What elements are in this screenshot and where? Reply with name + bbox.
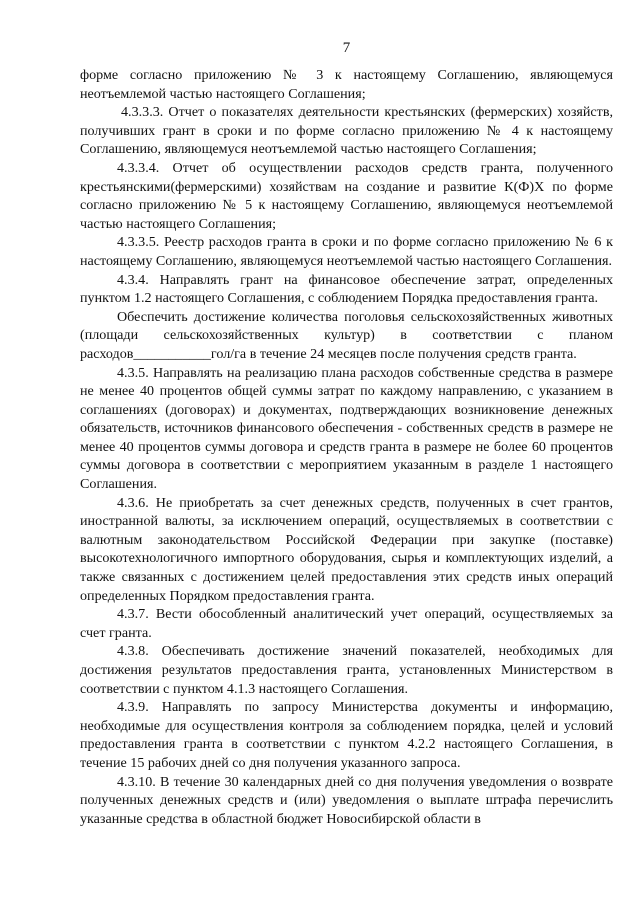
paragraph-4-3-5: 4.3.5. Направлять на реализацию плана расходов собственные средства в размере не менее 40 процентов общей суммы затрат по каждому направлению, с указанием в соглашениях (договорах) и документах, подтверждающих возникновение денежных обязательств, источников финансового обеспечения - собственных средств в размере не менее 40 процентов суммы договора и средств гранта в размере не более 60 процентов суммы договора в соответствии с мероприятием указанным в разделе 1 настоящего Соглашения. xyxy=(80,364,613,493)
paragraph-4-3-4: 4.3.4. Направлять грант на финансовое обеспечение затрат, определенных пунктом 1.2 настоящего Соглашения, с соблюдением Порядка предоставления гранта. xyxy=(80,271,613,307)
page-number: 7 xyxy=(342,40,351,56)
paragraph-4-3-7: 4.3.7. Вести обособленный аналитический учет операций, осуществляемых за счет гранта. xyxy=(80,606,613,641)
paragraph-4-3-3-5: 4.3.3.5. Реестр расходов гранта в сроки и по форме согласно приложению № 6 к настоящему Соглашению, являющемуся неотъемлемой частью настоящего Соглашения. xyxy=(80,234,613,269)
paragraph-4-3-3-4: 4.3.3.4. Отчет об осуществлении расходов средств гранта, полученного крестьянскими(фермерскими) хозяйствам на создание и развитие К(Ф)Х по форме согласно приложению № 5 к настоящему Соглашению, являющемуся неотъемлемой частью настоящего Соглашения; xyxy=(80,159,613,232)
paragraph-4-3-3-3: 4.3.3.3. Отчет о показателях деятельности крестьянских (фермерских) хозяйств, получивших грант в сроки и по форме согласно приложению № 4 к настоящему Соглашению, являющемуся неотъемлемой частью настоящего Соглашения; xyxy=(80,104,613,158)
paragraph-4-3-9: 4.3.9. Направлять по запросу Министерства документы и информацию, необходимые для осуществления контроля за соблюдением порядка, целей и условий предоставления гранта в соответствии с пунктом 4.2.2 настоящего Соглашения, в течение 15 рабочих дней со дня получения указанного запроса. xyxy=(80,699,613,771)
paragraph-continuation: форме согласно приложению № 3 к настоящему Соглашению, являющемуся неотъемлемой частью настоящего Соглашения; xyxy=(80,67,613,102)
paragraph-4-3-6: 4.3.6. Не приобретать за счет денежных средств, полученных в счет грантов, иностранной валюты, за исключением операций, осуществляемых в соответствии с валютным законодательством Российской Федерации при закупке (поставке) высокотехнологичного импортного оборудования, сырья и комплектующих изделий, а также связанных с достижением целей предоставления этих средств иных операций определенных Порядком предоставления гранта. xyxy=(80,494,613,604)
document-body xyxy=(80,66,613,828)
paragraph-ensure-livestock: Обеспечить достижение количества поголовья сельскохозяйственных животных (площади сельскохозяйственных культур) в соответствии с планом расходов___________гол/га в течение 24 месяцев после получения средств гранта. xyxy=(80,308,613,362)
paragraph-4-3-8: 4.3.8. Обеспечивать достижение значений показателей, необходимых для достижения результатов предоставления гранта, установленных Министерством в соответствии с пунктом 4.1.3 настоящего Соглашения. xyxy=(80,643,613,697)
paragraph-4-3-10: 4.3.10. В течение 30 календарных дней со дня получения уведомления о возврате полученных денежных средств и (или) уведомления о выплате штрафа перечислить указанные средства в областной бюджет Новосибирской области в xyxy=(80,773,613,827)
